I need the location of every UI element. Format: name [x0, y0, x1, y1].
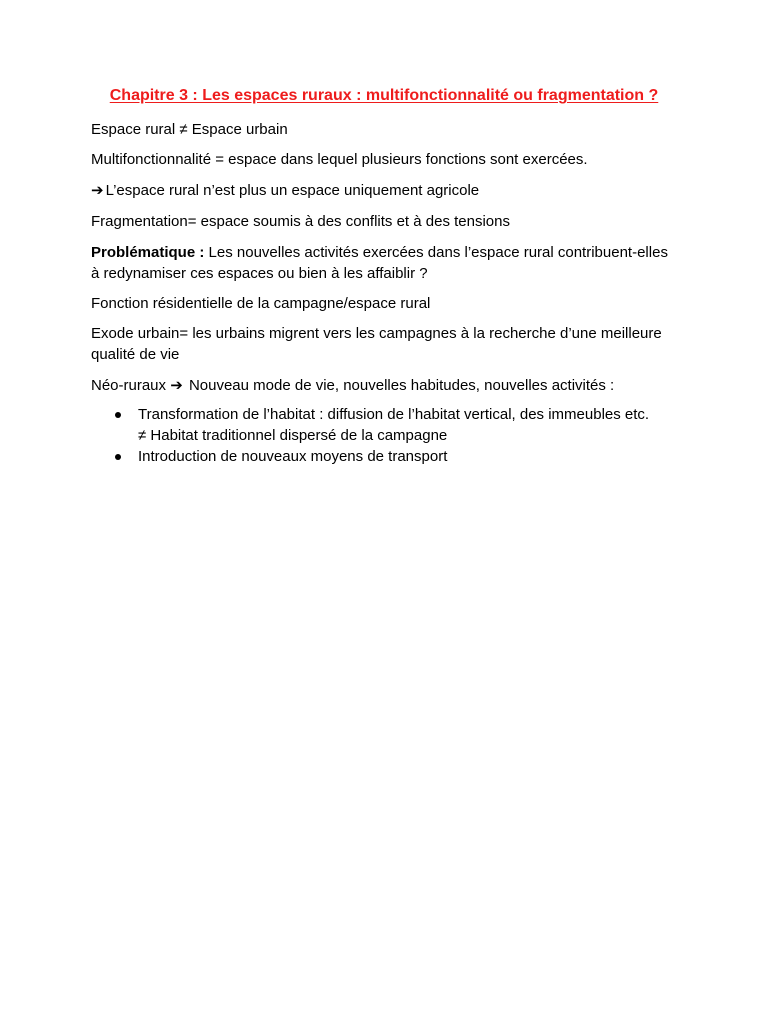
list-item-line2: ≠ Habitat traditionnel dispersé de la campagne	[138, 427, 448, 444]
exode-line2: qualité de vie	[91, 346, 180, 363]
problematique-text-line1: Les nouvelles activités exercées dans l’espace rural contribuent-elles	[204, 244, 668, 261]
paragraph-espace-agricole	[91, 180, 691, 201]
list-item	[113, 446, 713, 467]
bullet-icon	[115, 412, 121, 418]
paragraph-problematique	[91, 242, 691, 284]
paragraph-fonction-residentielle: Fonction résidentielle de la campagne/espace rural	[91, 295, 431, 312]
paragraph-neo-ruraux	[91, 375, 691, 396]
problematique-text-line2: à redynamiser ces espaces ou bien à les affaiblir ?	[91, 265, 428, 282]
paragraph-espace-rural: Espace rural ≠ Espace urbain	[91, 121, 288, 138]
problematique-label: Problématique :	[91, 244, 205, 261]
bullet-list	[113, 404, 713, 467]
paragraph-espace-agricole-text: L’espace rural n’est plus un espace uniquement agricole	[105, 182, 480, 199]
paragraph-fragmentation: Fragmentation= espace soumis à des conflits et à des tensions	[91, 213, 510, 230]
right-arrow-icon: ➔	[91, 182, 104, 199]
right-arrow-icon: ➔	[170, 377, 183, 394]
exode-line1: Exode urbain= les urbains migrent vers les campagnes à la recherche d’une meilleure	[91, 325, 662, 342]
list-item-line1: Transformation de l’habitat : diffusion de l’habitat vertical, des immeubles etc.	[138, 406, 650, 423]
list-item	[113, 404, 713, 446]
paragraph-exode-urbain	[91, 323, 691, 365]
chapter-title: Chapitre 3 : Les espaces ruraux : multifonctionnalité ou fragmentation ?	[109, 87, 659, 104]
paragraph-multifonctionnalite: Multifonctionnalité = espace dans lequel plusieurs fonctions sont exercées.	[91, 151, 588, 168]
bullet-icon	[115, 454, 121, 460]
neo-ruraux-prefix: Néo-ruraux	[91, 377, 171, 394]
list-item-line1: Introduction de nouveaux moyens de transport	[138, 448, 448, 465]
neo-ruraux-text: Nouveau mode de vie, nouvelles habitudes, nouvelles activités :	[184, 377, 615, 394]
